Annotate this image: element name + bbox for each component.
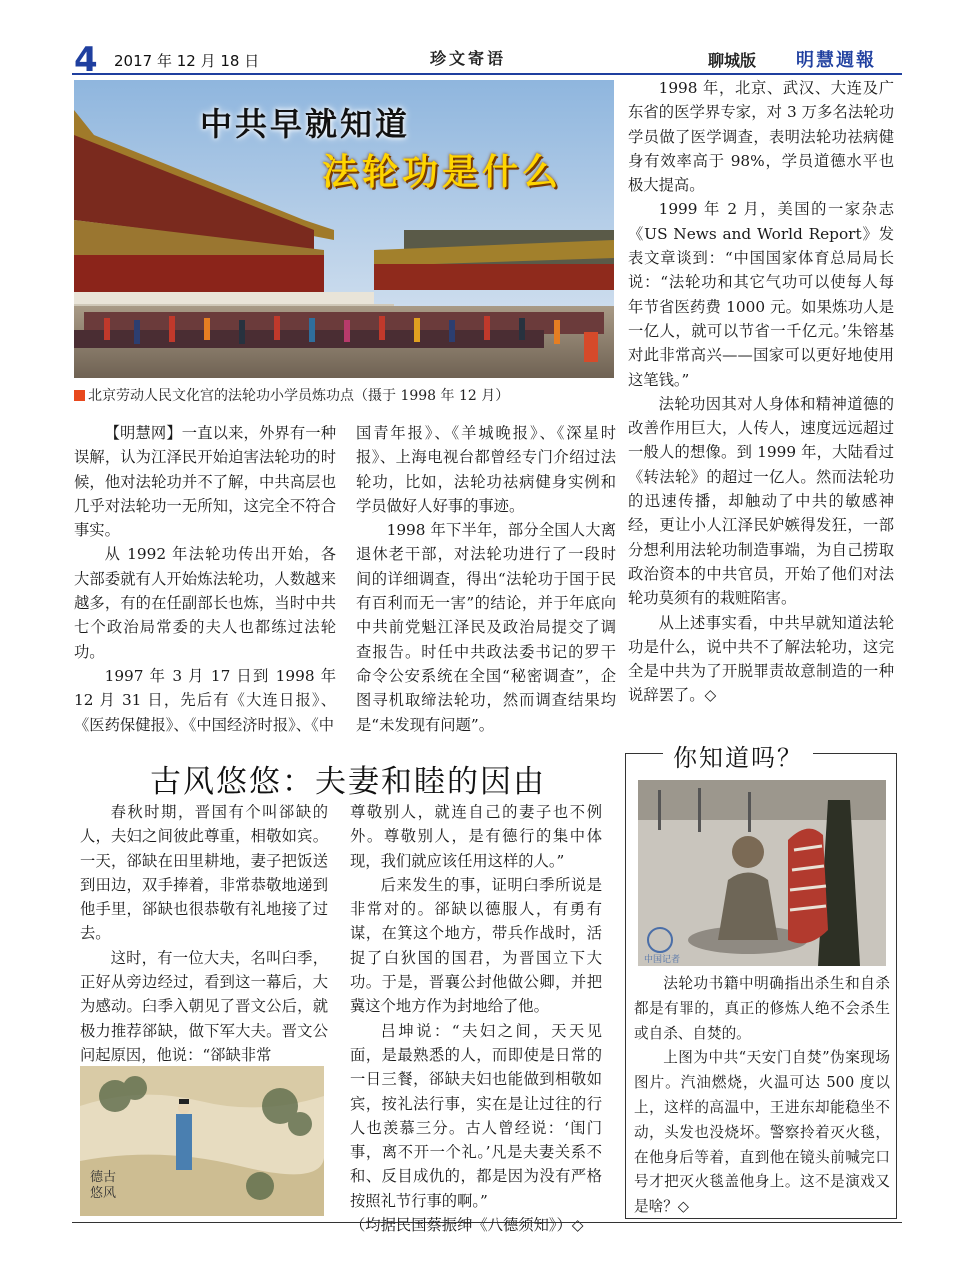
story-column-1 (80, 800, 328, 1067)
paragraph: 上图为中共“天安门自焚”伪案现场图片。汽油燃烧，火温可达 500 度以上，这样的高温中，王进东却能稳坐不动，头发也没烧坏。警察拎着灭火毯，在他身后等着，直到他在镜头前喊完口号才把灭火毯盖他身上。这不是演戏又是啥？◇ (634, 1049, 890, 1216)
photo-headline-2: 法轮功是什么 (322, 152, 563, 193)
source-note: （均据民国蔡振绅《八德须知》）◇ (350, 1216, 584, 1235)
caption-marker (74, 390, 85, 401)
sidebar-photo (638, 780, 886, 966)
issue-date: 2017 年 12 月 18 日 (114, 52, 260, 70)
lead-column-2 (356, 421, 616, 737)
paragraph: 春秋时期，晋国有个叫郤缺的人，夫妇之间彼此尊重，相敬如宾。一天，郤缺在田里耕地，妻子把饭送到田边，双手捧着，非常恭敬地递到他手里，郤缺也很恭敬有礼地接了过去。 (80, 803, 328, 943)
paragraph: 尊敬别人，就连自己的妻子也不例外。尊敬别人，是有德行的集中体现，我们就应该任用这样的人。” (350, 803, 602, 870)
newspaper-brand: 明慧週報 (796, 50, 876, 71)
paragraph: 1997 年 3 月 17 日到 1998 年 12 月 31 日，先后有《大连日报》、《医药保健报》、《中国经济时报》、《中 (74, 666, 336, 734)
page-number: 4 (74, 40, 98, 80)
paragraph: 1998 年下半年，部分全国人大离退休老干部，对法轮功进行了一段时间的详细调查，得出“法轮功于国于民有百利而无一害”的结论，并于年底向中共前党魁江泽民及政治局提交了调查报告。时任中共政法委书记的罗干命令公安系统在全国“秘密调查”，企图寻机取缔法轮功，然而调查结果均是“未发现有问题”。 (356, 521, 616, 734)
story-column-2 (350, 800, 602, 1237)
paragraph: 后来发生的事，证明臼季所说是非常对的。郤缺以德服人，有勇有谋，在箕这个地方，带兵作战时，活捉了白狄国的国君，为晋国立下大功。于是，晋襄公封他做公卿，并把冀这个地方作为封地给了他。 (350, 875, 602, 1016)
paragraph: 1998 年，北京、武汉、大连及广东省的医学界专家，对 3 万多名法轮功学员做了医学调查，表明法轮功祛病健身有效率高于 98%，学员道德水平也极大提高。 (628, 79, 894, 195)
paragraph: 1999 年 2 月，美国的一家杂志《US News and World Report》发表文章谈到：“中国国家体育总局局长说：“法轮功和其它气功可以使每人每年节省医药费 1000 元。如果炼功人是一亿人，就可以节省一千亿元。’朱镕基对此非常高兴——国家可以更好地使用这笔钱。” (628, 200, 894, 389)
classical-painting (80, 1066, 324, 1216)
caption-text: 北京劳动人民文化宫的法轮功小学员炼功点（摄于 1998 年 12 月） (88, 388, 510, 404)
story-headline: 古风悠悠：夫妻和睦的因由 (150, 764, 546, 800)
paragraph: 法轮功书籍中明确指出杀生和自杀都是有罪的，真正的修炼人绝不会杀生或自杀、自焚的。 (634, 975, 890, 1042)
sidebar-text (634, 972, 890, 1220)
paragraph: 吕坤说：“夫妇之间，天天见面，是最熟悉的人，而即使是日常的一日三餐，郤缺夫妇也能做到相敬如宾，按礼法行事，实在是让过往的行人也羡慕三分。古人曾经说：‘闺门事，离不开一个礼。’凡是夫妻关系不和、反目成仇的，都是因为没有严格按照礼节行事的啊。” (350, 1021, 602, 1210)
footer-divider (72, 1222, 902, 1223)
painting-seal-text: 德古 悠风 (90, 1170, 117, 1201)
paragraph: 从上述事实看，中共早就知道法轮功是什么，说中共不了解法轮功，这完全是中共为了开脱罪责故意制造的一种说辞罢了。◇ (628, 613, 894, 705)
edition-label: 聊城版 (708, 51, 757, 70)
lead-column-1 (74, 421, 336, 737)
did-you-know-title: 你知道吗？ (663, 738, 813, 773)
photo-watermark: 中国记者 (644, 955, 681, 965)
paragraph: 这时，有一位大夫，名叫臼季，正好从旁边经过，看到这一幕后，大为感动。臼季入朝见了晋文公后，就极力推荐郤缺，做下军大夫。晋文公问起原因，他说：“郤缺非常 (80, 948, 328, 1064)
paragraph: 【明慧网】一直以来，外界有一种误解，认为江泽民开始迫害法轮功的时候，他对法轮功并不了解，中共高层也几乎对法轮功一无所知，这完全不符合事实。 (74, 424, 336, 540)
paragraph: 从 1992 年法轮功传出开始，各大部委就有人开始炼法轮功，人数越来越多，有的在任副部长也炼，当时中共七个政治局常委的夫人也都练过法轮功。 (74, 545, 336, 661)
photo-headline-1: 中共早就知道 (200, 105, 411, 143)
paragraph: 国青年报》、《羊城晚报》、《深星时报》、上海电视台都曾经专门介绍过法轮功，比如，法轮功祛病健身实例和学员做好人好事的事迹。 (356, 424, 616, 515)
paragraph: 法轮功因其对人身体和精神道德的改善作用巨大，人传人，速度远远超过一般人的想像。到 1999 年，大陆看过《转法轮》的超过一亿人。然而法轮功的迅速传播，却触动了中共的敏感神经，更让小人江泽民妒嫉得发狂，一部分想利用法轮功制造事端，为自己捞取政治资本的中共官员，开始了他们对法轮功莫须有的栽赃陷害。 (628, 394, 894, 608)
header-divider (72, 73, 902, 75)
photo-caption (74, 385, 509, 405)
column-name: 珍文寄语 (430, 49, 507, 68)
lead-column-3 (628, 76, 894, 708)
